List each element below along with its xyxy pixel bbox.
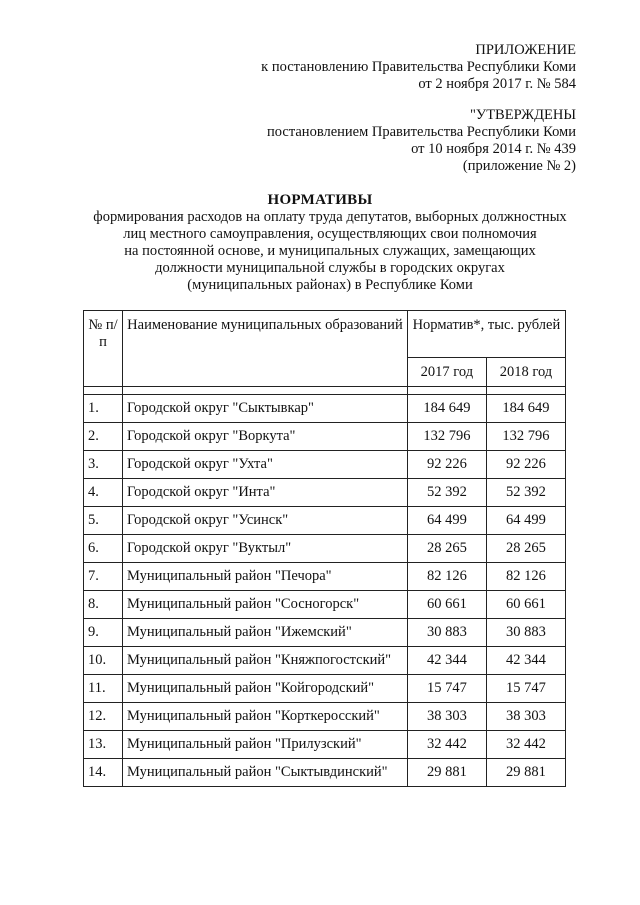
row-value-2017: 30 883 [407,619,486,647]
norms-table [83,310,566,787]
row-value-2017: 64 499 [407,507,486,535]
document-subtitle [70,209,590,294]
row-name: Городской округ "Инта" [123,479,408,507]
subtitle-line: формирования расходов на оплату труда депутатов, выборных должностных [93,209,567,225]
row-value-2018: 184 649 [486,395,565,423]
row-name: Муниципальный район "Печора" [123,563,408,591]
row-name: Муниципальный район "Сосногорск" [123,591,408,619]
col-header-name: Наименование муниципальных образований [123,311,408,387]
appendix-label: ПРИЛОЖЕНИЕ [475,42,576,58]
col-header-number: № п/п [84,311,123,387]
subtitle-line: (муниципальных районах) в Республике Коми [187,277,473,293]
row-name: Городской округ "Сыктывкар" [123,395,408,423]
row-value-2017: 32 442 [407,731,486,759]
row-value-2018: 64 499 [486,507,565,535]
table-row [84,591,566,619]
col-header-2018: 2018 год [486,358,565,387]
row-number: 3. [84,451,123,479]
approval-block [267,107,576,175]
appendix-header [261,42,576,93]
table-row [84,395,566,423]
table-row [84,647,566,675]
row-number: 5. [84,507,123,535]
row-number: 10. [84,647,123,675]
row-number: 4. [84,479,123,507]
table-row [84,507,566,535]
row-value-2017: 92 226 [407,451,486,479]
row-number: 8. [84,591,123,619]
row-value-2018: 32 442 [486,731,565,759]
subtitle-line: на постоянной основе, и муниципальных служащих, замещающих [124,243,536,259]
row-value-2018: 60 661 [486,591,565,619]
row-value-2017: 15 747 [407,675,486,703]
table-row [84,703,566,731]
table-row [84,675,566,703]
row-value-2018: 52 392 [486,479,565,507]
row-number: 6. [84,535,123,563]
row-value-2017: 132 796 [407,423,486,451]
row-value-2017: 29 881 [407,759,486,787]
table-row [84,479,566,507]
row-number: 7. [84,563,123,591]
row-number: 1. [84,395,123,423]
row-name: Муниципальный район "Ижемский" [123,619,408,647]
row-value-2018: 29 881 [486,759,565,787]
subtitle-line: должности муниципальной службы в городских округах [155,260,505,276]
row-value-2017: 42 344 [407,647,486,675]
row-value-2017: 184 649 [407,395,486,423]
row-name: Муниципальный район "Койгородский" [123,675,408,703]
table-row [84,535,566,563]
table-spacer [84,387,566,395]
row-name: Городской округ "Воркута" [123,423,408,451]
row-name: Муниципальный район "Корткеросский" [123,703,408,731]
row-value-2018: 132 796 [486,423,565,451]
row-value-2017: 82 126 [407,563,486,591]
row-value-2018: 30 883 [486,619,565,647]
row-name: Городской округ "Ухта" [123,451,408,479]
table-row [84,563,566,591]
row-value-2017: 28 265 [407,535,486,563]
table-body [84,395,566,787]
row-name: Городской округ "Усинск" [123,507,408,535]
table-row [84,731,566,759]
row-value-2018: 82 126 [486,563,565,591]
approval-label: "УТВЕРЖДЕНЫ [470,107,576,123]
row-name: Муниципальный район "Княжпогостский" [123,647,408,675]
col-header-2017: 2017 год [407,358,486,387]
table-row [84,759,566,787]
appendix-resolution-ref: к постановлению Правительства Республики Коми [261,59,576,75]
row-value-2017: 52 392 [407,479,486,507]
row-number: 12. [84,703,123,731]
row-value-2018: 92 226 [486,451,565,479]
row-number: 13. [84,731,123,759]
row-value-2018: 28 265 [486,535,565,563]
table-row [84,619,566,647]
row-name: Муниципальный район "Прилузский" [123,731,408,759]
appendix-resolution-date: от 2 ноября 2017 г. № 584 [418,76,576,92]
col-header-norm: Норматив*, тыс. рублей [407,311,565,358]
row-value-2017: 60 661 [407,591,486,619]
approval-appendix-number: (приложение № 2) [462,158,576,174]
row-number: 14. [84,759,123,787]
row-number: 9. [84,619,123,647]
table-row [84,423,566,451]
row-value-2018: 38 303 [486,703,565,731]
approval-resolution-date: от 10 ноября 2014 г. № 439 [411,141,576,157]
subtitle-line: лиц местного самоуправления, осуществляющих свои полномочия [123,226,537,242]
row-name: Городской округ "Вуктыл" [123,535,408,563]
row-number: 2. [84,423,123,451]
row-name: Муниципальный район "Сыктывдинский" [123,759,408,787]
row-value-2018: 15 747 [486,675,565,703]
row-number: 11. [84,675,123,703]
document-title: НОРМАТИВЫ [267,192,373,208]
table-row [84,451,566,479]
row-value-2018: 42 344 [486,647,565,675]
approval-resolution-ref: постановлением Правительства Республики Коми [267,124,576,140]
row-value-2017: 38 303 [407,703,486,731]
table-header-row [84,311,566,358]
